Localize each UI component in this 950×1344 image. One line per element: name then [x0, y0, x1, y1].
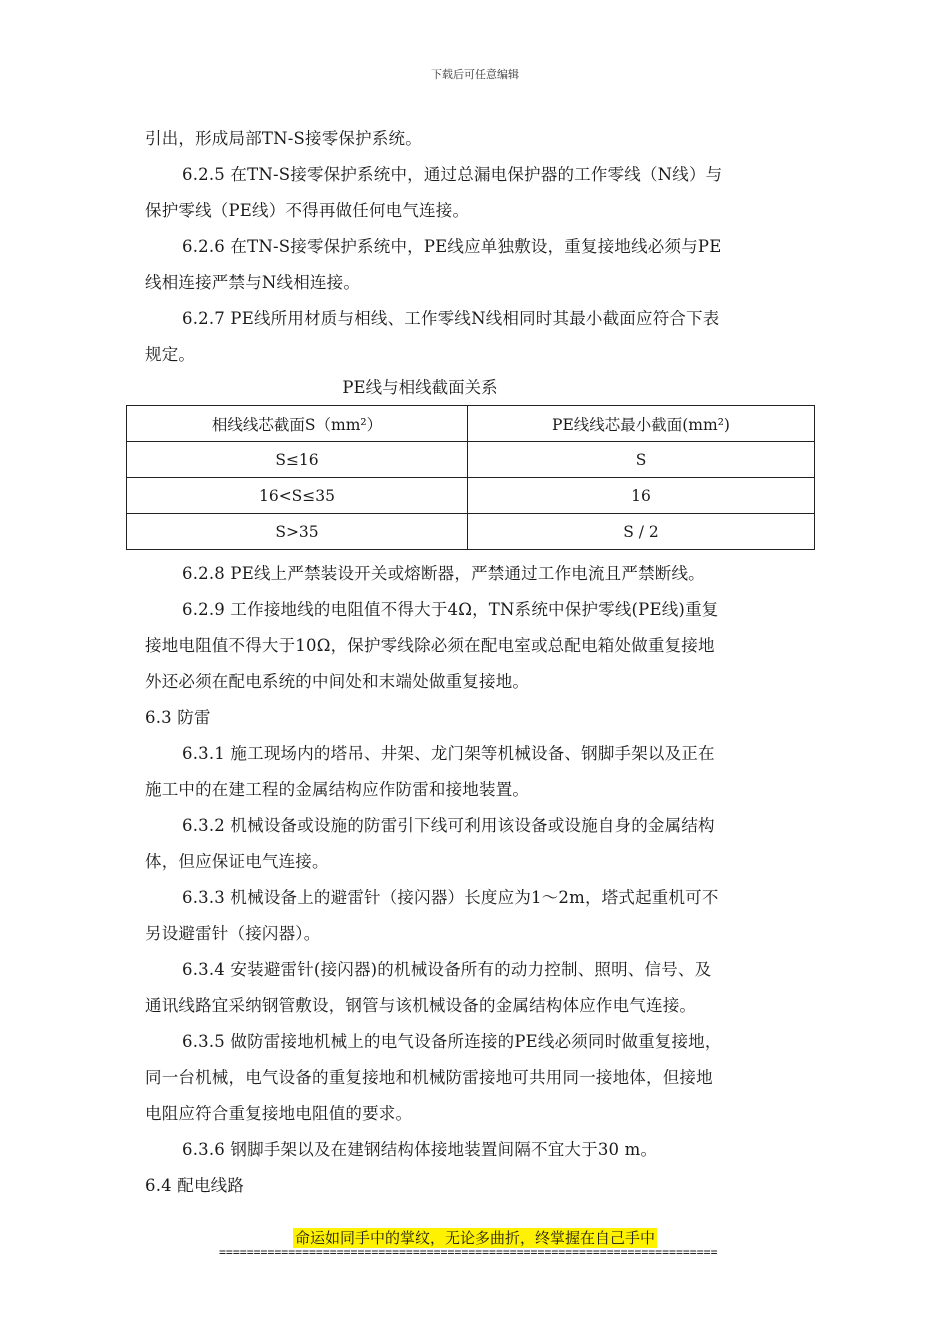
pe-section-table	[126, 405, 815, 550]
text-line: 6.3.2 机械设备或设施的防雷引下线可利用该设备或设施自身的金属结构	[182, 816, 715, 835]
text-line: 同一台机械，电气设备的重复接地和机械防雷接地可共用同一接地体，但接地	[145, 1068, 713, 1087]
text-line: 6.3.5 做防雷接地机械上的电气设备所连接的PE线必须同时做重复接地，	[182, 1032, 722, 1051]
text-line: 6.3.3 机械设备上的避雷针（接闪器）长度应为1～2m，塔式起重机可不	[182, 888, 719, 907]
table-cell: 16<S≤35	[127, 478, 468, 514]
table-cell: S>35	[127, 514, 468, 550]
table-header-row	[127, 406, 815, 442]
table-row	[127, 478, 815, 514]
text-line: 6.3.4 安装避雷针(接闪器)的机械设备所有的动力控制、照明、信号、及	[182, 960, 712, 979]
table-cell: S	[468, 442, 815, 478]
text-line: 6.3.6 钢脚手架以及在建钢结构体接地装置间隔不宜大于30 m。	[182, 1140, 658, 1159]
text-line: 接地电阻值不得大于10Ω，保护零线除必须在配电室或总配电箱处做重复接地	[145, 636, 715, 655]
text-line: 6.3.1 施工现场内的塔吊、井架、龙门架等机械设备、钢脚手架以及正在	[182, 744, 715, 763]
text-line: 保护零线（PE线）不得再做任何电气连接。	[145, 201, 470, 220]
table-cell: S / 2	[468, 514, 815, 550]
table-caption: PE线与相线截面关系	[342, 378, 498, 397]
text-line: 6.2.8 PE线上严禁装设开关或熔断器，严禁通过工作电流且严禁断线。	[182, 564, 705, 583]
text-line: 6.2.5 在TN-S接零保护系统中，通过总漏电保护器的工作零线（N线）与	[182, 165, 723, 184]
text-line: 外还必须在配电系统的中间处和末端处做重复接地。	[145, 672, 530, 691]
text-line: 规定。	[145, 345, 196, 364]
text-line: 6.2.7 PE线所用材质与相线、工作零线N线相同时其最小截面应符合下表	[182, 309, 720, 328]
footer-motto-text: 命运如同手中的掌纹，无论多曲折，终掌握在自己手中	[294, 1229, 655, 1247]
table-header-cell: PE线线芯最小截面(mm²)	[468, 406, 815, 442]
text-line: 施工中的在建工程的金属结构应作防雷和接地装置。	[145, 780, 530, 799]
text-line: 6.2.6 在TN-S接零保护系统中，PE线应单独敷设，重复接地线必须与PE	[182, 237, 722, 256]
table-cell: 16	[468, 478, 815, 514]
table-row	[127, 514, 815, 550]
text-line: 引出，形成局部TN-S接零保护系统。	[145, 129, 422, 148]
text-line: 体，但应保证电气连接。	[145, 852, 329, 871]
text-line: 通讯线路宜采纳钢管敷设，钢管与该机械设备的金属结构体应作电气连接。	[145, 996, 697, 1015]
page-header: 下载后可任意编辑	[431, 68, 519, 81]
text-line: 线相连接严禁与N线相连接。	[145, 273, 361, 292]
text-line: 另设避雷针（接闪器）。	[145, 924, 321, 943]
text-line: 6.2.9 工作接地线的电阻值不得大于4Ω，TN系统中保护零线(PE线)重复	[182, 600, 719, 619]
table-header-cell: 相线线芯截面S（mm²）	[127, 406, 468, 442]
text-line: 电阻应符合重复接地电阻值的要求。	[145, 1104, 413, 1123]
table-cell: S≤16	[127, 442, 468, 478]
section-heading: 6.3 防雷	[145, 708, 211, 727]
section-heading: 6.4 配电线路	[145, 1176, 245, 1195]
footer-rule: ========================================================================	[219, 1245, 718, 1259]
table-row	[127, 442, 815, 478]
